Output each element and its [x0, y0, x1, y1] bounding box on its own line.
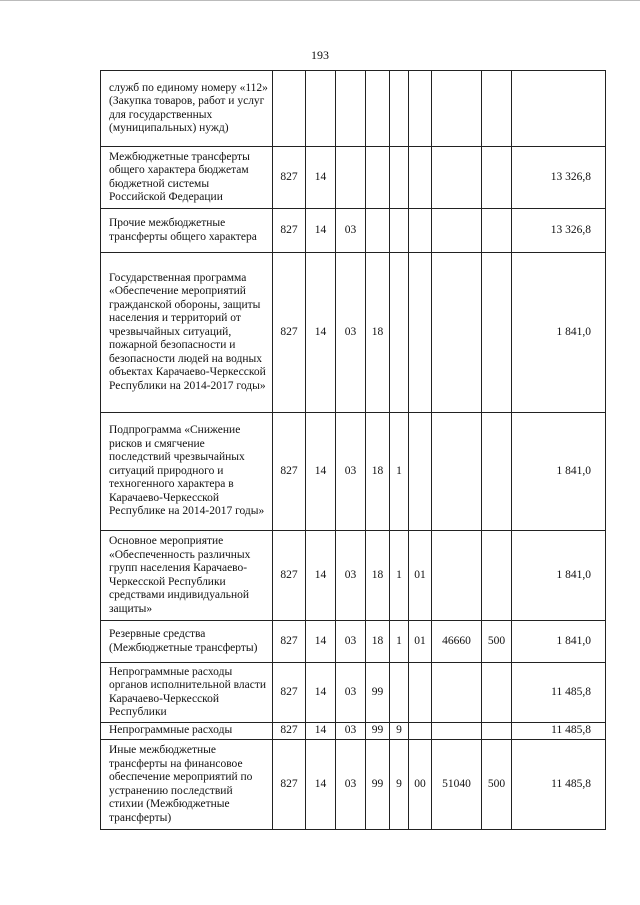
- row-name: Подпрограмма «Снижение рисков и смягчение последствий чрезвычайных ситуаций природного и техногенного характера в Карачаево-Черкесской Республике на 2014-2017 годы»: [101, 413, 273, 531]
- code-cell-c4: [366, 209, 390, 253]
- code-cell-c2: 14: [306, 531, 336, 621]
- code-cell-c3: 03: [336, 413, 366, 531]
- code-cell-c8: 500: [482, 621, 512, 663]
- row-name: Межбюджетные трансферты общего характера бюджетам бюджетной системы Российской Федерации: [101, 147, 273, 209]
- code-cell-c7: 46660: [432, 621, 482, 663]
- code-cell-c4: 18: [366, 621, 390, 663]
- amount-cell: 11 485,8: [512, 740, 606, 830]
- code-cell-c2: 14: [306, 723, 336, 740]
- code-cell-c3: 03: [336, 663, 366, 723]
- code-cell-c7: [432, 253, 482, 413]
- row-name: Непрограммные расходы органов исполнительной власти Карачаево-Черкесской Республики: [101, 663, 273, 723]
- code-cell-c2: [306, 71, 336, 147]
- code-cell-c7: [432, 663, 482, 723]
- code-cell-c5: 1: [390, 413, 409, 531]
- code-cell-c4: 18: [366, 253, 390, 413]
- code-cell-c4: [366, 71, 390, 147]
- table-row: [101, 209, 606, 253]
- code-cell-c3: 03: [336, 253, 366, 413]
- code-cell-c6: [409, 147, 432, 209]
- amount-cell: 1 841,0: [512, 531, 606, 621]
- code-cell-c3: 03: [336, 531, 366, 621]
- code-cell-c8: [482, 531, 512, 621]
- code-cell-c1: 827: [273, 531, 306, 621]
- code-cell-c7: [432, 723, 482, 740]
- code-cell-c5: [390, 663, 409, 723]
- code-cell-c4: [366, 147, 390, 209]
- row-name: служб по единому номеру «112» (Закупка товаров, работ и услуг для государственных (муниципальных) нужд): [101, 71, 273, 147]
- code-cell-c8: [482, 413, 512, 531]
- code-cell-c2: 14: [306, 147, 336, 209]
- row-name: Непрограммные расходы: [101, 723, 273, 740]
- code-cell-c5: [390, 147, 409, 209]
- code-cell-c4: 99: [366, 663, 390, 723]
- code-cell-c1: 827: [273, 723, 306, 740]
- code-cell-c8: [482, 147, 512, 209]
- code-cell-c6: 00: [409, 740, 432, 830]
- code-cell-c7: 51040: [432, 740, 482, 830]
- code-cell-c2: 14: [306, 209, 336, 253]
- page-number: 193: [311, 48, 329, 62]
- code-cell-c8: [482, 71, 512, 147]
- table-row: [101, 413, 606, 531]
- code-cell-c8: 500: [482, 740, 512, 830]
- code-cell-c3: 03: [336, 209, 366, 253]
- code-cell-c6: [409, 253, 432, 413]
- code-cell-c4: 99: [366, 740, 390, 830]
- code-cell-c6: [409, 209, 432, 253]
- code-cell-c8: [482, 723, 512, 740]
- row-name: Иные межбюджетные трансферты на финансовое обеспечение мероприятий по устранению последствий стихии (Межбюджетные трансферты): [101, 740, 273, 830]
- code-cell-c2: 14: [306, 740, 336, 830]
- budget-table: [100, 70, 606, 830]
- row-name: Основное мероприятие «Обеспеченность различных групп населения Карачаево-Черкесской Республики средствами индивидуальной защиты»: [101, 531, 273, 621]
- amount-cell: 11 485,8: [512, 723, 606, 740]
- row-name: Резервные средства (Межбюджетные трансферты): [101, 621, 273, 663]
- table-row: [101, 723, 606, 740]
- code-cell-c5: [390, 209, 409, 253]
- code-cell-c7: [432, 531, 482, 621]
- code-cell-c1: 827: [273, 253, 306, 413]
- code-cell-c1: 827: [273, 740, 306, 830]
- code-cell-c1: 827: [273, 209, 306, 253]
- table-row: [101, 531, 606, 621]
- code-cell-c8: [482, 253, 512, 413]
- code-cell-c7: [432, 71, 482, 147]
- amount-cell: 13 326,8: [512, 147, 606, 209]
- code-cell-c5: [390, 253, 409, 413]
- amount-cell: 11 485,8: [512, 663, 606, 723]
- table-row: [101, 147, 606, 209]
- row-name: Прочие межбюджетные трансферты общего характера: [101, 209, 273, 253]
- code-cell-c7: [432, 147, 482, 209]
- code-cell-c2: 14: [306, 621, 336, 663]
- code-cell-c3: 03: [336, 740, 366, 830]
- code-cell-c6: 01: [409, 621, 432, 663]
- code-cell-c1: 827: [273, 621, 306, 663]
- table-row: [101, 621, 606, 663]
- scan-edge: [0, 0, 640, 5]
- table-row: [101, 253, 606, 413]
- code-cell-c6: [409, 413, 432, 531]
- code-cell-c1: 827: [273, 413, 306, 531]
- code-cell-c4: 18: [366, 531, 390, 621]
- code-cell-c4: 99: [366, 723, 390, 740]
- code-cell-c1: 827: [273, 147, 306, 209]
- amount-cell: [512, 71, 606, 147]
- code-cell-c6: 01: [409, 531, 432, 621]
- code-cell-c5: 9: [390, 723, 409, 740]
- code-cell-c2: 14: [306, 253, 336, 413]
- code-cell-c8: [482, 663, 512, 723]
- table-row: [101, 740, 606, 830]
- code-cell-c4: 18: [366, 413, 390, 531]
- code-cell-c5: 1: [390, 531, 409, 621]
- table-row: [101, 71, 606, 147]
- amount-cell: 13 326,8: [512, 209, 606, 253]
- amount-cell: 1 841,0: [512, 253, 606, 413]
- code-cell-c5: 9: [390, 740, 409, 830]
- code-cell-c3: 03: [336, 621, 366, 663]
- code-cell-c2: 14: [306, 663, 336, 723]
- code-cell-c6: [409, 71, 432, 147]
- code-cell-c3: [336, 71, 366, 147]
- code-cell-c8: [482, 209, 512, 253]
- table-row: [101, 663, 606, 723]
- code-cell-c2: 14: [306, 413, 336, 531]
- code-cell-c5: 1: [390, 621, 409, 663]
- code-cell-c7: [432, 209, 482, 253]
- code-cell-c3: 03: [336, 723, 366, 740]
- code-cell-c3: [336, 147, 366, 209]
- code-cell-c6: [409, 663, 432, 723]
- code-cell-c5: [390, 71, 409, 147]
- code-cell-c6: [409, 723, 432, 740]
- code-cell-c1: 827: [273, 663, 306, 723]
- code-cell-c1: [273, 71, 306, 147]
- code-cell-c7: [432, 413, 482, 531]
- amount-cell: 1 841,0: [512, 621, 606, 663]
- amount-cell: 1 841,0: [512, 413, 606, 531]
- row-name: Государственная программа «Обеспечение мероприятий гражданской обороны, защиты населения и территорий от чрезвычайных ситуаций, пожарной безопасности и безопасности людей на водных объектах Карачаево-Черкесской Республики на 2014-2017 годы»: [101, 253, 273, 413]
